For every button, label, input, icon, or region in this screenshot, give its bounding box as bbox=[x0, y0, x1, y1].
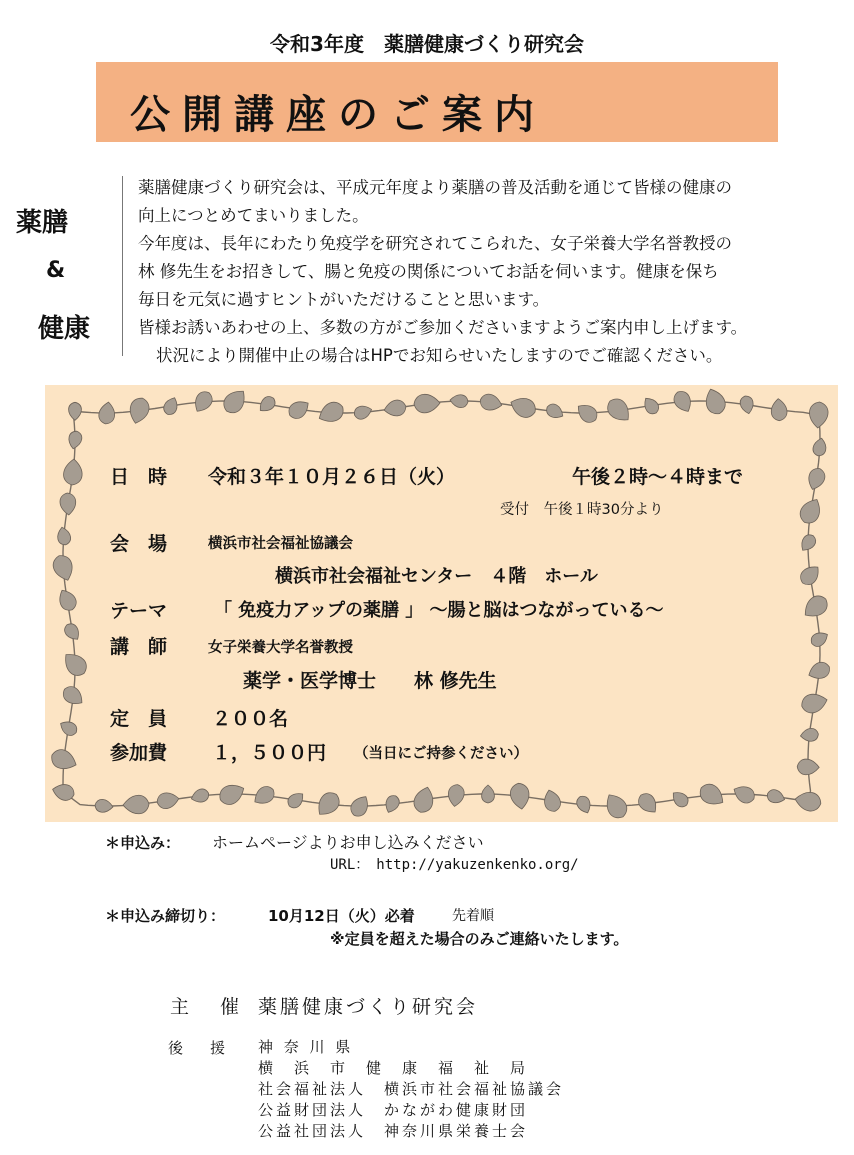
divider bbox=[122, 176, 123, 356]
ivy-leaf bbox=[313, 788, 344, 820]
ivy-leaf bbox=[285, 397, 312, 422]
ivy-leaf bbox=[59, 492, 76, 515]
ivy-leaf bbox=[56, 526, 72, 546]
ivy-leaf bbox=[797, 562, 824, 589]
ivy-leaf bbox=[669, 788, 691, 810]
ivy-leaf bbox=[482, 785, 495, 803]
reception-time: 受付 午後１時30分より bbox=[500, 502, 664, 518]
intro-line: 毎日を元気に過すヒントがいただけることと思います。 bbox=[138, 290, 550, 309]
support-label: 後 援 bbox=[168, 1039, 232, 1057]
ivy-leaf bbox=[161, 395, 180, 417]
side-label-ampersand: & bbox=[46, 258, 66, 283]
fee: １，５００円 bbox=[212, 742, 327, 764]
ivy-leaf bbox=[67, 430, 83, 450]
ivy-leaf bbox=[641, 395, 662, 417]
intro-line: 状況により開催中止の場合はHPでお知らせいたしますのでご確認ください。 bbox=[156, 346, 723, 365]
side-label-kenko: 健康 bbox=[38, 314, 91, 344]
ivy-leaf bbox=[507, 394, 538, 421]
ivy-leaf bbox=[797, 759, 820, 775]
ivy-leaf bbox=[189, 787, 210, 805]
capacity: ２００名 bbox=[212, 708, 289, 730]
ivy-leaf bbox=[62, 621, 83, 643]
ivy-leaf bbox=[414, 394, 441, 413]
intro-line: 皆様お誘いあわせの上、多数の方がご参加くださいますようご案内申し上げます。 bbox=[138, 318, 748, 337]
ivy-leaf bbox=[449, 394, 468, 409]
ivy-leaf bbox=[447, 784, 466, 808]
venue-label: 会 場 bbox=[110, 533, 168, 555]
side-label-yakuzen: 薬膳 bbox=[16, 208, 69, 238]
ivy-leaf bbox=[808, 401, 828, 428]
supporter: 社会福祉法人 横浜市社会福祉協議会 bbox=[258, 1080, 565, 1098]
ivy-leaf bbox=[156, 791, 180, 810]
venue-hall: 横浜市社会福祉センター ４階 ホール bbox=[275, 566, 598, 587]
ivy-leaf bbox=[127, 396, 152, 426]
theme: 「 免疫力アップの薬膳 」 ～腸と脳はつながっている～ bbox=[214, 600, 664, 621]
ivy-leaf bbox=[60, 683, 87, 709]
ivy-leaf bbox=[412, 785, 437, 815]
ivy-leaf bbox=[603, 395, 634, 427]
host-label: 主 催 bbox=[170, 996, 246, 1018]
capacity-label: 定 員 bbox=[110, 708, 168, 730]
ivy-leaf bbox=[794, 790, 823, 813]
ivy-leaf bbox=[383, 399, 407, 418]
intro-line: 薬膳健康づくり研究会は、平成元年度より薬膳の普及活動を通じて皆様の健康の bbox=[138, 178, 732, 197]
ivy-leaf bbox=[191, 388, 216, 415]
fee-label: 参加費 bbox=[110, 742, 168, 764]
ivy-leaf bbox=[797, 495, 826, 527]
venue-organization: 横浜市社会福祉協議会 bbox=[208, 536, 353, 552]
ivy-leaf bbox=[57, 718, 79, 738]
ivy-leaf bbox=[478, 392, 503, 413]
ivy-leaf bbox=[123, 795, 150, 814]
deadline-note: 先着順 bbox=[452, 908, 494, 924]
lecturer-title: 女子栄養大学名誉教授 bbox=[208, 640, 353, 656]
host: 薬膳健康づくり研究会 bbox=[258, 996, 479, 1018]
ivy-leaf bbox=[352, 403, 373, 421]
ivy-leaf bbox=[770, 398, 787, 421]
ivy-leaf bbox=[805, 466, 827, 492]
ivy-leaf bbox=[250, 783, 277, 808]
ivy-leaf bbox=[800, 592, 832, 623]
deadline-label: ＊申込み締切り： bbox=[105, 907, 226, 925]
ivy-leaf bbox=[812, 437, 828, 457]
apply-text: ホームページよりお申し込みください bbox=[212, 833, 484, 852]
subtitle: 令和3年度 薬膳健康づくり研究会 bbox=[270, 32, 584, 56]
supporter: 神 奈 川 県 bbox=[258, 1038, 354, 1056]
intro-line: 今年度は、長年にわたり免疫学を研究されてこられた、女子栄養大学名誉教授の bbox=[138, 234, 732, 253]
ivy-leaf bbox=[696, 780, 728, 810]
lecturer-name: 薬学・医学博士 林 修先生 bbox=[243, 670, 497, 692]
ivy-leaf bbox=[806, 660, 832, 683]
ivy-leaf bbox=[63, 458, 83, 485]
ivy-leaf bbox=[315, 399, 346, 427]
deadline-note2: ※定員を超えた場合のみご連絡いたします。 bbox=[330, 930, 629, 948]
ivy-leaf bbox=[739, 395, 755, 415]
deadline: 10月12日（火）必着 bbox=[268, 907, 415, 925]
ivy-leaf bbox=[800, 691, 830, 715]
supporter: 公益社団法人 神奈川県栄養士会 bbox=[258, 1122, 529, 1140]
fee-note: （当日にご持参ください） bbox=[354, 746, 528, 762]
url[interactable]: URL： http://yakuzenkenko.org/ bbox=[330, 857, 579, 873]
event-date: 令和３年１０月２６日（火） bbox=[208, 466, 456, 488]
datetime-label: 日 時 bbox=[110, 466, 168, 488]
supporter: 公益財団法人 かながわ健康財団 bbox=[258, 1101, 529, 1119]
ivy-leaf bbox=[285, 789, 307, 811]
ivy-leaf bbox=[509, 782, 531, 810]
ivy-leaf bbox=[765, 788, 786, 806]
intro-line: 向上につとめてまいりました。 bbox=[138, 206, 369, 225]
event-time: 午後２時～４時まで bbox=[572, 466, 744, 488]
ivy-leaf bbox=[541, 788, 562, 813]
intro-line: 林 修先生をお招きして、腸と免疫の関係についてお話を伺います。健康を保ち bbox=[138, 262, 719, 281]
ivy-leaf bbox=[800, 728, 819, 743]
lecturer-label: 講 師 bbox=[110, 636, 168, 658]
supporter: 横 浜 市 健 康 福 祉 局 bbox=[258, 1059, 529, 1077]
ivy-leaf bbox=[69, 402, 82, 420]
page-title: 公開講座のご案内 bbox=[130, 92, 546, 138]
apply-label: ＊申込み： bbox=[105, 834, 181, 852]
ivy-leaf bbox=[220, 385, 251, 417]
ivy-leaf bbox=[50, 553, 76, 584]
ivy-leaf bbox=[94, 799, 113, 814]
ivy-leaf bbox=[98, 401, 117, 425]
ivy-leaf bbox=[55, 587, 79, 614]
ivy-leaf bbox=[635, 790, 661, 817]
theme-label: テーマ bbox=[110, 600, 168, 622]
ivy-leaf bbox=[256, 394, 278, 416]
